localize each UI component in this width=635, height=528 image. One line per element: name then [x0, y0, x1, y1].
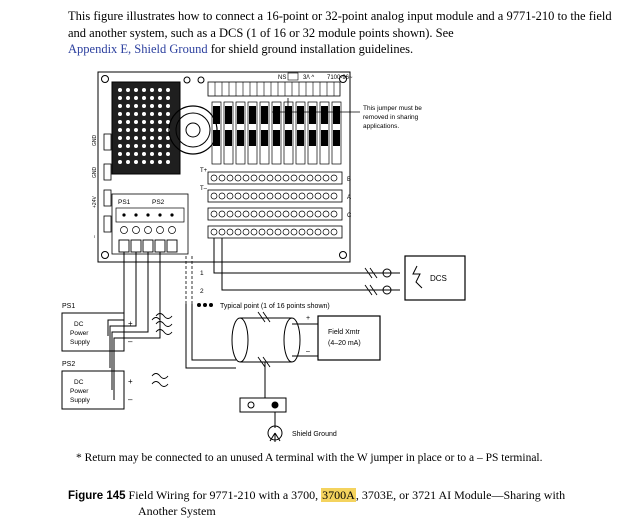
- cable-break-marks: [258, 312, 270, 367]
- left-mark-gnd-1: GND: [92, 134, 98, 146]
- jumper-note-line-2: removed in sharing: [363, 114, 419, 121]
- xmtr-plus: +: [306, 315, 311, 322]
- ground-lug-filled: [272, 402, 278, 408]
- dcs-symbol: [413, 266, 422, 288]
- field-xmtr-box: [318, 316, 380, 360]
- coil-symbols: [156, 314, 172, 335]
- caption-text-a: Field Wiring for 9771-210 with a 3700,: [128, 488, 322, 502]
- row-label-tplus: T+: [200, 168, 208, 174]
- caption-text-c: Another System: [138, 504, 216, 518]
- figure-number: Figure 145: [68, 490, 126, 502]
- intro-line-2: to the field and another system, such as a DCS (1 of 16 or 32 module points shown). See: [68, 9, 612, 40]
- footnote: * Return may be connected to an unused A terminal with the W jumper in place or to a – PS terminal.: [76, 452, 543, 464]
- row-label-c: C: [347, 213, 352, 219]
- figure-diagram: [60, 68, 580, 458]
- ps1-line-3: Supply: [70, 339, 90, 346]
- xmtr-minus: –: [306, 348, 310, 355]
- ps1-title: PS1: [62, 303, 76, 310]
- appendix-e-link[interactable]: Appendix E, Shield Ground: [68, 42, 208, 56]
- terminal-label-2: 2: [200, 288, 204, 295]
- intro-line-3: for shield ground installation guidelines.: [207, 42, 414, 56]
- ps1-minus: –: [128, 337, 133, 346]
- ps2-line-3: Supply: [70, 397, 90, 404]
- ps1-line-2: Power: [70, 330, 89, 337]
- field-loop-wires: [186, 304, 236, 368]
- caption-text-b: , 3703E, or 3721 AI Module—Sharing with: [355, 488, 566, 502]
- cable-shield-ellipse-2: [284, 318, 300, 362]
- ps2-minus: –: [128, 395, 133, 404]
- xmtr-wires: [292, 324, 318, 356]
- ps2-title: PS2: [62, 361, 76, 368]
- wire-break-marks: [365, 268, 377, 295]
- board-label-ns: NS: [278, 75, 287, 81]
- dashed-signal-bus: [186, 256, 192, 304]
- intro-line-1: This figure illustrates how to connect a 16-point or 32-point analog input module and a 9771-210: [68, 9, 555, 23]
- wiring-diagram-svg: [60, 68, 580, 458]
- left-mark-gnd-2: GND: [92, 166, 98, 178]
- figure-caption: [68, 488, 613, 519]
- field-xmtr-line-2: (4–20 mA): [328, 340, 361, 347]
- shield-ground-label: Shield Ground: [292, 431, 337, 438]
- jumper-note-line-1: This jumper must be: [363, 105, 422, 112]
- jumper-note-line-3: applications.: [363, 123, 400, 130]
- ps2-line-1: DC: [74, 379, 84, 386]
- earth-ground-symbol: [268, 426, 282, 442]
- row-label-b: B: [347, 177, 352, 183]
- dcs-label: DCS: [430, 274, 447, 283]
- field-xmtr-line-1: Field Xmtr: [328, 329, 360, 336]
- ground-bar: [240, 398, 286, 412]
- board-ps1-label: PS1: [118, 199, 131, 206]
- cable-shield-ellipse: [232, 318, 248, 362]
- row-label-tminus: T–: [200, 186, 208, 192]
- ps2-plus: +: [128, 377, 133, 386]
- typical-point-legend: [197, 303, 330, 310]
- ps1-plus: +: [128, 319, 133, 328]
- left-mark-24v: +24V: [92, 196, 98, 208]
- typical-point-label: Typical point (1 of 16 points shown): [220, 303, 330, 310]
- ps2-line-2: Power: [70, 388, 89, 395]
- board-ps2-label: PS2: [152, 199, 165, 206]
- caption-highlight: 3700A: [322, 488, 355, 502]
- row-label-a: A: [347, 195, 352, 201]
- terminal-label-1: 1: [200, 270, 204, 277]
- intro-paragraph: [68, 8, 613, 58]
- board-label-part: 7100-96~: [327, 75, 353, 81]
- ps1-line-1: DC: [74, 321, 84, 328]
- board-label-v3a: 3/\ ^: [303, 75, 315, 81]
- ps-wire-bundle: [108, 252, 160, 400]
- ground-lug: [248, 402, 254, 408]
- left-mark-minus: –: [92, 235, 98, 238]
- left-module-block: [112, 82, 180, 174]
